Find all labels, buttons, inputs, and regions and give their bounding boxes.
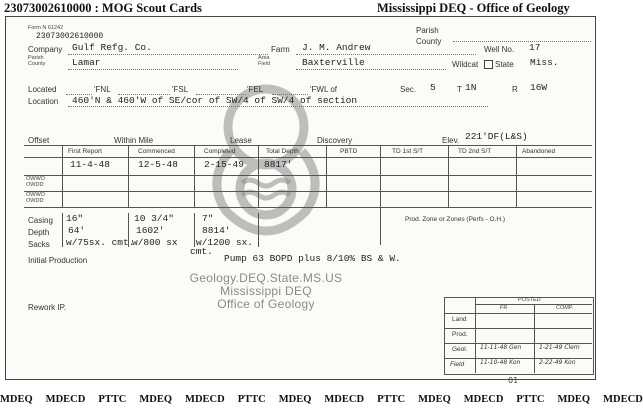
well-no-label: Well No. (484, 45, 515, 54)
hdr-commenced: Commenced (138, 148, 175, 155)
initial-production-value: Pump 63 BOPD plus 8/10% BS & W. (224, 253, 401, 264)
posted-col-fr: FR (500, 305, 508, 311)
footer-item: MDECD (45, 394, 86, 405)
lease-label: Lease (230, 136, 252, 145)
depth-3: 8814' (202, 225, 231, 236)
fel-label: 'FEL (247, 85, 264, 94)
casing-label: Casing (28, 216, 53, 225)
dates-col-2 (128, 145, 129, 207)
owwo-label-2: OWWO OWDD (26, 192, 45, 204)
sec-value: 5 (430, 82, 436, 93)
footer-item: PTTC (237, 394, 266, 405)
parish-county-top-line (453, 41, 591, 42)
posted-row-land: Land (452, 316, 467, 323)
sacks-2: w/800 sx (132, 237, 178, 248)
depth-2: 1602' (136, 225, 165, 236)
location-label: Location (28, 97, 59, 106)
well-no-value: 17 (529, 42, 541, 53)
footer-item: PTTC (377, 394, 406, 405)
casing-3: 7" (202, 213, 214, 224)
offset-label: Offset (28, 136, 50, 145)
footer-item: MDECD (463, 394, 504, 405)
dates-col-8 (516, 145, 517, 207)
footer-item: MDEQ (418, 394, 451, 405)
posted-geol-fr: 11-11-48 Gen (480, 344, 522, 351)
posted-header-rule (444, 313, 592, 314)
state-label: State (495, 60, 514, 69)
company-value: Gulf Refg. Co. (72, 42, 152, 53)
scout-card (5, 16, 596, 385)
dates-col-7 (448, 145, 449, 207)
company-label: Company (28, 45, 63, 54)
hdr-abandoned: Abandoned (522, 148, 556, 155)
hdr-completed: Completed (204, 148, 236, 155)
dates-col-4 (258, 145, 259, 207)
wildcat-checkbox[interactable] (484, 60, 493, 69)
farm-value: J. M. Andrew (302, 42, 371, 53)
hdr-total-depth: Total Depth (266, 148, 299, 155)
area-field-line (296, 69, 446, 70)
parish-label: Parish (28, 55, 44, 61)
sacks-1: w/75sx. cmt. (66, 237, 135, 248)
elev-value: 221'DF(L&S) (465, 131, 528, 142)
watermark-url: Geology.DEQ.State.MS.US (189, 271, 343, 285)
fnl-label: 'FNL (94, 85, 111, 94)
owwo-bottom-rule (24, 207, 592, 208)
r-label: R (512, 85, 518, 94)
location-value: 460'N & 460'W of SE/cor of SW/4 of SW/4 of section (72, 95, 358, 106)
posted-col-2 (534, 304, 535, 373)
posted-col-comp: COMP. (556, 305, 574, 311)
posted-title-rule (475, 304, 592, 305)
hdr-td-2nd: TD 2nd S/T (458, 148, 492, 155)
farm-line (296, 54, 476, 55)
prod-zone-divider (380, 207, 381, 245)
posted-row-rule-1 (444, 328, 592, 329)
owwo-label-1: OWWO OWDD (26, 176, 45, 188)
footer-item: PTTC (516, 394, 545, 405)
parish-county-top-label: Parish County (416, 26, 442, 46)
casing-col-1 (62, 213, 63, 247)
footer-item: MDEQ (557, 394, 591, 405)
footer-item: MDEQ (278, 394, 312, 405)
posted-row-geol: Geol. (452, 346, 468, 353)
posted-title: POSTED (518, 297, 541, 303)
dates-table-top (24, 145, 592, 146)
r-value: 16W (530, 82, 548, 93)
area-field-value: Baxterville (302, 57, 365, 68)
posted-geol-comp: 1-21-49 Clem (539, 344, 580, 351)
dates-col-6 (380, 145, 381, 207)
dates-col-5 (326, 145, 327, 207)
sacks-cmt: cmt. (190, 246, 213, 257)
watermark-line2: Mississippi DEQ (220, 284, 312, 298)
commenced-value: 12-5-48 (138, 159, 178, 170)
footer-item: MDECD (185, 394, 225, 405)
casing-1: 16" (66, 213, 84, 224)
company-line (68, 54, 268, 55)
state-value: Miss. (530, 57, 559, 68)
t-value: 1N (465, 82, 477, 93)
hdr-td-1st: TD 1st S/T (392, 148, 424, 155)
posted-field-fr: 11-10-48 Kon (480, 359, 521, 366)
completed-value: 2-15-49 (204, 159, 244, 170)
watermark-line3: Office of Geology (217, 297, 315, 311)
agency-title: Mississippi DEQ - Office of Geology (377, 1, 570, 15)
elev-label: Elev. (442, 136, 460, 145)
owwo-rule (24, 191, 592, 192)
depth-label: Depth (28, 228, 50, 237)
initial-production-label: Initial Production (28, 256, 88, 265)
footer-item: MDEQ (139, 394, 173, 405)
t-label: T (457, 85, 462, 94)
card-id-title: 23073002610000 : MOG Scout Cards (4, 1, 202, 15)
posted-row-field: Field (450, 361, 465, 368)
located-label: Located (28, 85, 57, 94)
area-field-label: Area Field (258, 55, 270, 67)
permit-number: 23073002610000 (36, 32, 104, 41)
within-mile-label: Within Mile (114, 136, 154, 145)
dates-col-1 (62, 145, 63, 207)
casing-col-4 (258, 213, 259, 247)
posted-field-comp: 2-22-49 Kon (539, 359, 576, 366)
depth-1: 64' (68, 225, 86, 236)
sec-label: Sec. (400, 85, 417, 94)
footer-banner (0, 394, 643, 405)
page-mark: 01 (508, 376, 519, 385)
fsl-label: 'FSL (172, 85, 189, 94)
parish-county-value: Lamar (72, 57, 101, 68)
wildcat-label: Wildcat (452, 60, 479, 69)
total-depth-value: 8817' (264, 159, 293, 170)
dates-table-bottom (24, 175, 592, 176)
casing-2: 10 3/4" (134, 213, 174, 224)
footer-item: MDEQ (0, 394, 33, 405)
casing-col-3 (194, 213, 195, 247)
dates-col-3 (194, 145, 195, 207)
fwl-label: 'FWL of (310, 85, 338, 94)
hdr-first-report: First Report (68, 148, 102, 155)
prod-zone-label: Prod. Zone or Zones (Perfs - O.H.) (405, 216, 506, 223)
posted-col-1 (475, 297, 476, 373)
sacks-label: Sacks (28, 240, 50, 249)
footer-item: PTTC (98, 394, 127, 405)
sacks-3: w/1200 sx. (196, 237, 254, 248)
farm-label: Farm (271, 45, 290, 54)
first-report-value: 11-4-48 (70, 159, 110, 170)
footer-item: MDECD (324, 394, 365, 405)
rework-ip-label: Rework IP. (28, 303, 67, 312)
county-label: County (28, 61, 46, 67)
footer-item: MDECD (603, 394, 643, 405)
hdr-pbtd: PBTD (340, 148, 358, 155)
discovery-label: Discovery (317, 136, 353, 145)
dates-table-header-rule (24, 157, 592, 158)
form-number: Form N 61242 (28, 25, 64, 31)
posted-row-prod: Prod. (452, 331, 468, 338)
parish-county-line (68, 69, 238, 70)
location-line (68, 106, 488, 107)
